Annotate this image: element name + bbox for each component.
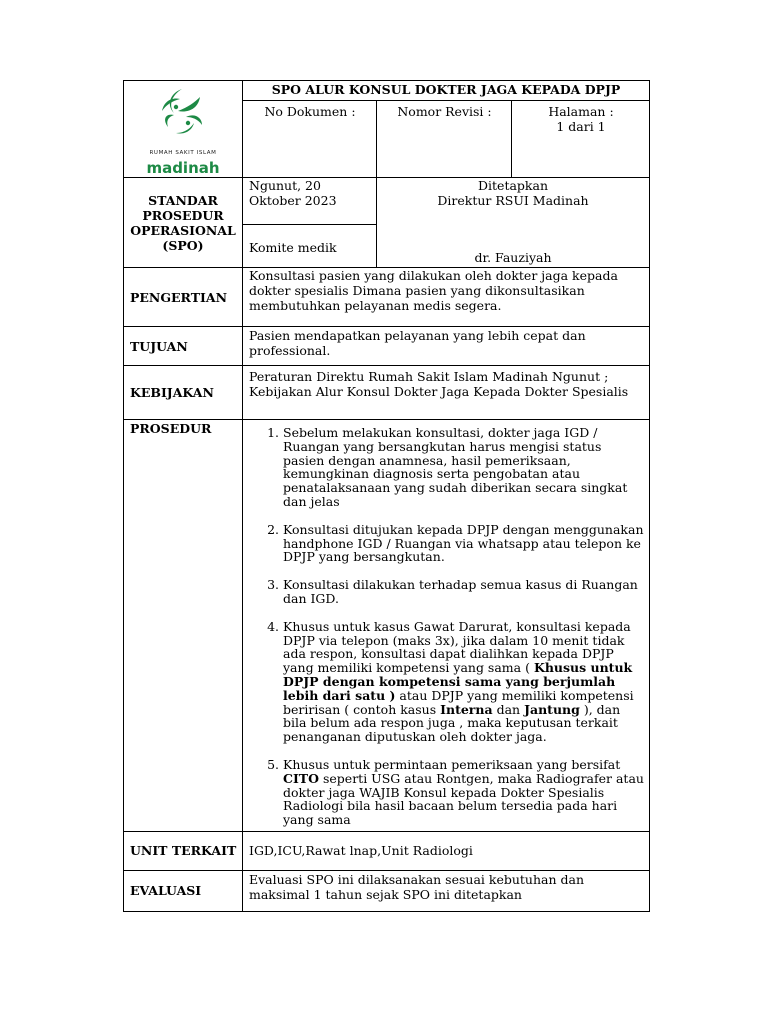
halaman-label: Halaman :: [548, 104, 614, 119]
step4-bold-interna: Interna: [440, 701, 493, 717]
kebijakan-cell: [243, 366, 650, 420]
step5-bold-cito: CITO: [283, 770, 319, 786]
no-dokumen-cell: [243, 101, 377, 178]
document-title: SPO ALUR KONSUL DOKTER JAGA KEPADA DPJP: [243, 81, 650, 101]
halaman-value: 1 dari 1: [556, 119, 606, 134]
unit-terkait-text: IGD,ICU,Rawat lnap,Unit Radiologi: [243, 831, 650, 870]
step4-bold-jantung: Jantung: [524, 701, 580, 717]
halaman-cell: [512, 101, 650, 178]
prosedur-step-1: 1. Sebelum melakukan konsultasi, dokter jaga IGD / Ruangan yang bersangkutan harus mengisi status pasien dengan anamnesa, hasil pemeriksaan, kemungkinan diagnosis serta pengobatan atau penatalaksanaan yang sudah diberikan secara singkat dan jelas: [283, 426, 645, 509]
tanggal: Ngunut, 20 Oktober 2023: [243, 178, 377, 225]
komite: Komite medik: [243, 225, 377, 268]
step4-part-a: Khusus untuk kasus Gawat Darurat, konsultasi kepada DPJP via telepon (maks 3x), jika dalam 10 menit tidak ada respon, konsultasi dapat dialihkan kepada DPJP yang memiliki kompetensi yang sama (: [283, 618, 631, 676]
no-dokumen-label: No Dokumen :: [264, 104, 356, 119]
tujuan-label: TUJUAN: [124, 327, 243, 366]
nomor-revisi-cell: [377, 101, 512, 178]
standar-line-2: PROSEDUR: [142, 207, 224, 223]
pengertian-text: Konsultasi pasien yang dilakukan oleh dokter jaga kepada dokter spesialis Dimana pasien yang dikonsultasikan membutuhkan pelayanan medis segera.: [243, 268, 650, 327]
step5-part-a: Khusus untuk permintaan pemeriksaan yang bersifat: [283, 756, 621, 772]
prosedur-list: [243, 426, 645, 827]
evaluasi-label: EVALUASI: [124, 870, 243, 911]
logo-name: madinah: [146, 158, 220, 177]
direktur-label: Direktur RSUI Madinah: [437, 193, 589, 208]
tujuan-text: Pasien mendapatkan pelayanan yang lebih cepat dan professional.: [243, 327, 650, 366]
prosedur-step-5: [283, 758, 645, 827]
prosedur-step-4: [283, 620, 645, 744]
crescent-logo-icon: [148, 83, 218, 143]
step4-part-g: ), dan bila belum ada respon juga , maka keputusan terkait penanganan diputuskan oleh dokter jaga.: [283, 701, 621, 745]
ditetapkan-label: Ditetapkan: [478, 178, 548, 193]
kebijakan-label: KEBIJAKAN: [124, 366, 243, 420]
penandatangan: dr. Fauziyah: [474, 250, 552, 265]
logo-caption: RUMAH SAKIT ISLAM: [149, 149, 217, 156]
kebijakan-line-2: Kebijakan Alur Konsul Dokter Jaga Kepada Dokter Spesialis: [249, 384, 629, 399]
prosedur-step-2: 2. Konsultasi ditujukan kepada DPJP dengan menggunakan handphone IGD / Ruangan via whatsapp atau telepon ke DPJP yang bersangkutan.: [283, 523, 645, 564]
standar-line-3: OPERASIONAL: [130, 222, 236, 238]
prosedur-label: PROSEDUR: [124, 420, 243, 832]
standar-line-4: (SPO): [162, 237, 204, 253]
evaluasi-text: Evaluasi SPO ini dilaksanakan sesuai kebutuhan dan maksimal 1 tahun sejak SPO ini ditetapkan: [243, 870, 650, 911]
standar-label: [124, 178, 243, 268]
spo-table: [123, 80, 650, 912]
prosedur-cell: [243, 420, 650, 832]
kebijakan-line-1: Peraturan Direktu Rumah Sakit Islam Madinah Ngunut ;: [249, 369, 609, 384]
step4-part-e: dan: [496, 701, 521, 717]
unit-terkait-label: UNIT TERKAIT: [124, 831, 243, 870]
ditetapkan-cell: [377, 178, 650, 268]
prosedur-step-3: 3. Konsultasi dilakukan terhadap semua kasus di Ruangan dan IGD.: [283, 578, 645, 606]
standar-line-1: STANDAR: [148, 192, 218, 208]
step4-bold-b: Khusus untuk DPJP dengan kompetensi sama yang berjumlah lebih dari satu ): [283, 660, 633, 703]
step4-part-c: atau DPJP yang memiliki kompetensi beririsan ( contoh kasus: [283, 687, 634, 717]
step5-part-c: seperti USG atau Rontgen, maka Radiografer atau dokter jaga WAJIB Konsul kepada Dokter Spesialis Radiologi bila hasil bacaan belum tersedia pada hari yang sama: [283, 770, 644, 828]
nomor-revisi-label: Nomor Revisi :: [397, 104, 492, 119]
logo-cell: [124, 81, 243, 178]
pengertian-label: PENGERTIAN: [124, 268, 243, 327]
